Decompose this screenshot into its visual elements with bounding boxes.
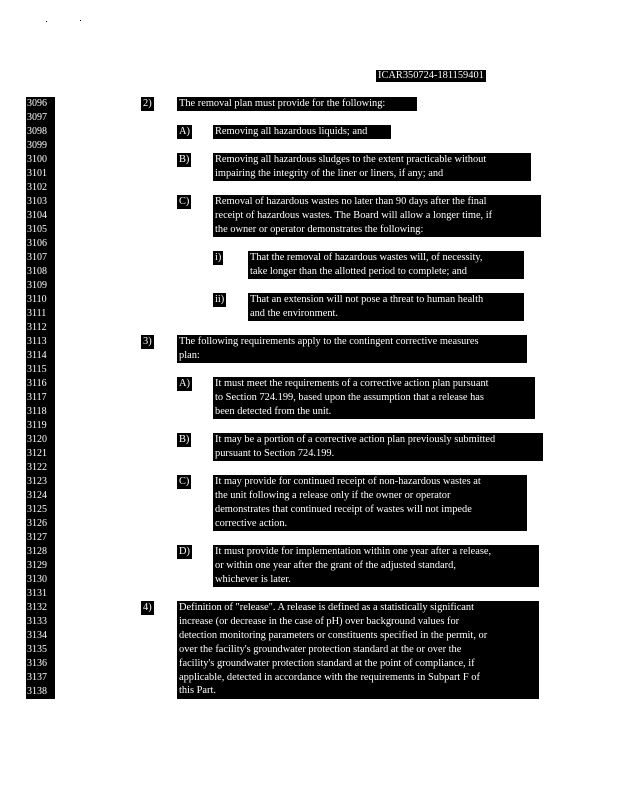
line-number: 3105: [26, 223, 55, 237]
line-number: 3101: [26, 167, 55, 181]
line-number: 3117: [26, 391, 55, 405]
line-number: 3135: [26, 643, 55, 657]
line-number: 3096: [26, 97, 55, 111]
line-number: 3119: [26, 419, 55, 433]
line-number: 3111: [26, 307, 55, 321]
item-label: 4): [143, 602, 152, 613]
line-number: 3104: [26, 209, 55, 223]
item-text: Definition of "release". A release is defined as a statistically significant increase (or decrease in the case of pH) over background values for detection monitoring parameters or constituents specified in the permit, or over the facility's groundwater protection standard at the or over the facility's groundwater protection standard at the point of compliance, if applicable, detected in accordance with the requirements in Subpart F of this Part.: [177, 601, 539, 699]
item-label: B): [179, 434, 190, 445]
line-number: 3099: [26, 139, 55, 153]
item-text: It must provide for implementation within one year after a release, or within one year after the grant of the adjusted standard, whichever is later.: [213, 545, 539, 587]
line-number: 3097: [26, 111, 55, 125]
item-label: A): [179, 378, 190, 389]
line-number: 3120: [26, 433, 55, 447]
line-number: 3108: [26, 265, 55, 279]
item-label: D): [179, 546, 190, 557]
item-label: C): [179, 476, 190, 487]
line-number: 3129: [26, 559, 55, 573]
line-number: 3131: [26, 587, 55, 601]
line-number: 3134: [26, 629, 55, 643]
document-id-header: ICAR350724-181159401: [378, 70, 484, 81]
line-number: 3098: [26, 125, 55, 139]
item-text: Removing all hazardous liquids; and: [213, 125, 391, 139]
line-number: 3125: [26, 503, 55, 517]
line-number: 3126: [26, 517, 55, 531]
item-label: i): [215, 252, 222, 263]
line-number: 3109: [26, 279, 55, 293]
line-number: 3128: [26, 545, 55, 559]
item-text: That the removal of hazardous wastes will, of necessity, take longer than the allotted period to complete; and: [248, 251, 524, 279]
item-label: 2): [143, 98, 152, 109]
item-label: B): [179, 154, 190, 165]
line-number: 3121: [26, 447, 55, 461]
item-label: ii): [215, 294, 225, 305]
item-text: It must meet the requirements of a corrective action plan pursuant to Section 724.199, based upon the assumption that a release has been detected from the unit.: [213, 377, 535, 419]
line-number: 3110: [26, 293, 55, 307]
line-number: 3137: [26, 671, 55, 685]
line-number: 3138: [26, 685, 55, 699]
line-number: 3124: [26, 489, 55, 503]
scan-speck: [80, 20, 81, 21]
line-number: 3113: [26, 335, 55, 349]
line-number: 3123: [26, 475, 55, 489]
line-number: 3112: [26, 321, 55, 335]
item-text: Removing all hazardous sludges to the extent practicable without impairing the integrity of the liner or liners, if any; and: [213, 153, 531, 181]
line-number: 3115: [26, 363, 55, 377]
item-text: The following requirements apply to the contingent corrective measures plan:: [177, 335, 527, 363]
item-text: It may be a portion of a corrective action plan previously submitted pursuant to Section 724.199.: [213, 433, 543, 461]
line-number: 3103: [26, 195, 55, 209]
item-label: 3): [143, 336, 152, 347]
line-number: 3106: [26, 237, 55, 251]
line-number: 3107: [26, 251, 55, 265]
line-number: 3132: [26, 601, 55, 615]
item-label: C): [179, 196, 190, 207]
line-number: 3100: [26, 153, 55, 167]
line-number: 3122: [26, 461, 55, 475]
scan-speck: [46, 21, 47, 22]
item-text: Removal of hazardous wastes no later than 90 days after the final receipt of hazardous wastes. The Board will allow a longer time, if the owner or operator demonstrates the following:: [213, 195, 541, 237]
line-number: 3133: [26, 615, 55, 629]
line-number: 3136: [26, 657, 55, 671]
item-text: That an extension will not pose a threat to human health and the environment.: [248, 293, 524, 321]
line-number: 3116: [26, 377, 55, 391]
item-text: The removal plan must provide for the following:: [177, 97, 417, 111]
line-number: 3118: [26, 405, 55, 419]
item-label: A): [179, 126, 190, 137]
line-number: 3114: [26, 349, 55, 363]
line-number: 3102: [26, 181, 55, 195]
line-number: 3130: [26, 573, 55, 587]
item-text: It may provide for continued receipt of non-hazardous wastes at the unit following a release only if the owner or operator demonstrates that continued receipt of wastes will not impede corrective action.: [213, 475, 527, 531]
line-number: 3127: [26, 531, 55, 545]
